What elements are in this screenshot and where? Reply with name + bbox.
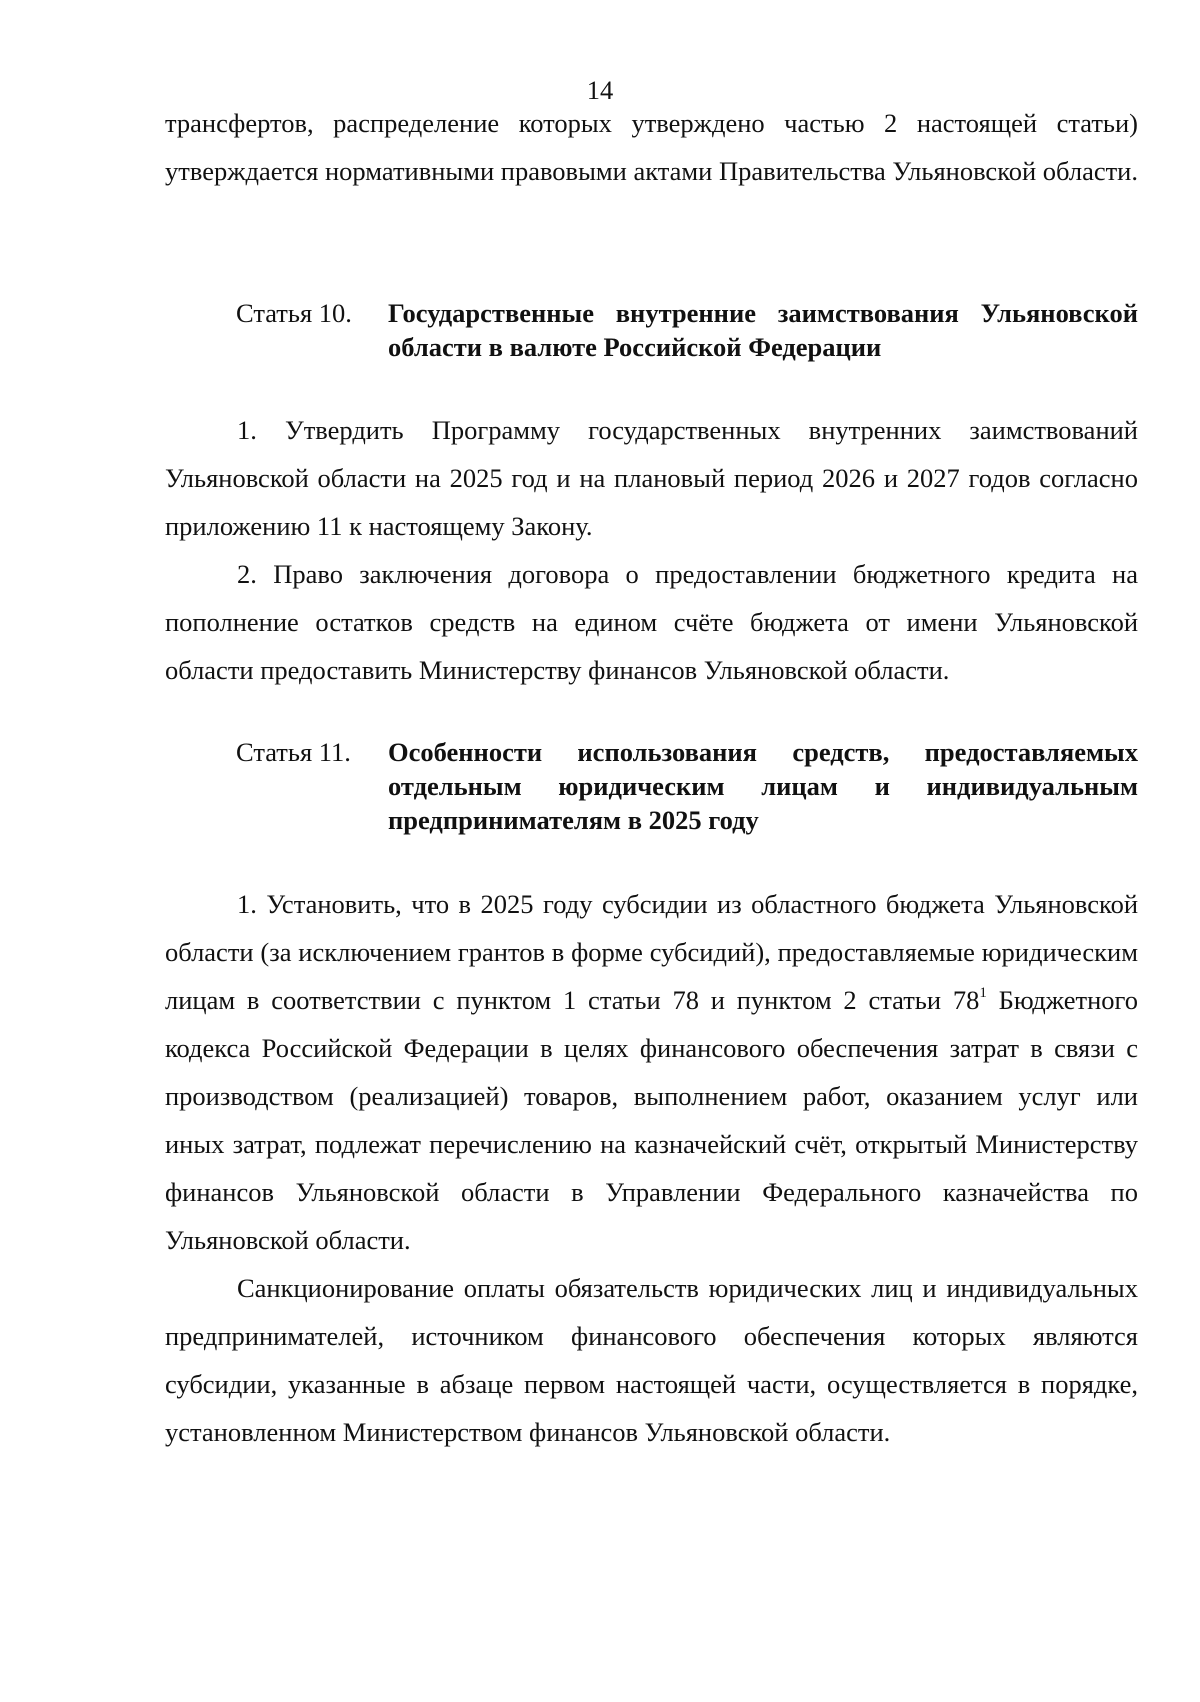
article-10-paragraph-2: 2. Право заключения договора о предоставлении бюджетного кредита на пополнение остатков средств на едином счёте бюджета от имени Ульяновской области предоставить Министерству финансов Ульяновской области. xyxy=(165,559,1138,685)
intro-paragraph-block xyxy=(165,99,1138,195)
article-10-body xyxy=(165,406,1138,694)
article-10-paragraph-1: 1. Утвердить Программу государственных внутренних заимствований Ульяновской области на 2025 год и на плановый период 2026 и 2027 годов согласно приложению 11 к настоящему Закону. xyxy=(165,415,1138,541)
article-10-header xyxy=(236,296,1138,364)
article-11-heading: Особенности использования средств, предоставляемых отдельным юридическим лицам и индивидуальным предпринимателям в 2025 году xyxy=(388,737,1138,835)
article-10-heading: Государственные внутренние заимствования Ульяновской области в валюте Российской Федерации xyxy=(388,298,1138,362)
article-11-paragraph-1 xyxy=(165,880,1138,1264)
article-11-header xyxy=(236,735,1138,837)
superscript-marker: 1 xyxy=(979,985,987,1001)
intro-paragraph: трансфертов, распределение которых утверждено частью 2 настоящей статьи) утверждается нормативными правовыми актами Правительства Ульяновской области. xyxy=(165,108,1138,186)
article-11-paragraph-2: Санкционирование оплаты обязательств юридических лиц и индивидуальных предпринимателей, источником финансового обеспечения которых являются субсидии, указанные в абзаце первом настоящей части, осуществляется в порядке, установленном Министерством финансов Ульяновской области. xyxy=(165,1273,1138,1447)
article-10-label: Статья 10. xyxy=(236,298,352,328)
article-11-p1-text-b: Бюджетного кодекса Российской Федерации в целях финансового обеспечения затрат в связи с производством (реализацией) товаров, выполнением работ, оказанием услуг или иных затрат, подлежат перечислению на казначейский счёт, открытый Министерству финансов Ульяновской области в Управлении Федерального казначейства по Ульяновской области. xyxy=(165,985,1138,1255)
page-number: 14 xyxy=(586,75,614,105)
article-11-p1-text-a: 1. Установить, что в 2025 году субсидии из областного бюджета Ульяновской области (за исключением грантов в форме субсидий), предоставляемые юридическим лицам в соответствии с пунктом 1 статьи 78 и пунктом 2 статьи 78 xyxy=(165,889,1138,1015)
article-11-body xyxy=(165,880,1138,1456)
article-11-label: Статья 11. xyxy=(236,737,351,767)
